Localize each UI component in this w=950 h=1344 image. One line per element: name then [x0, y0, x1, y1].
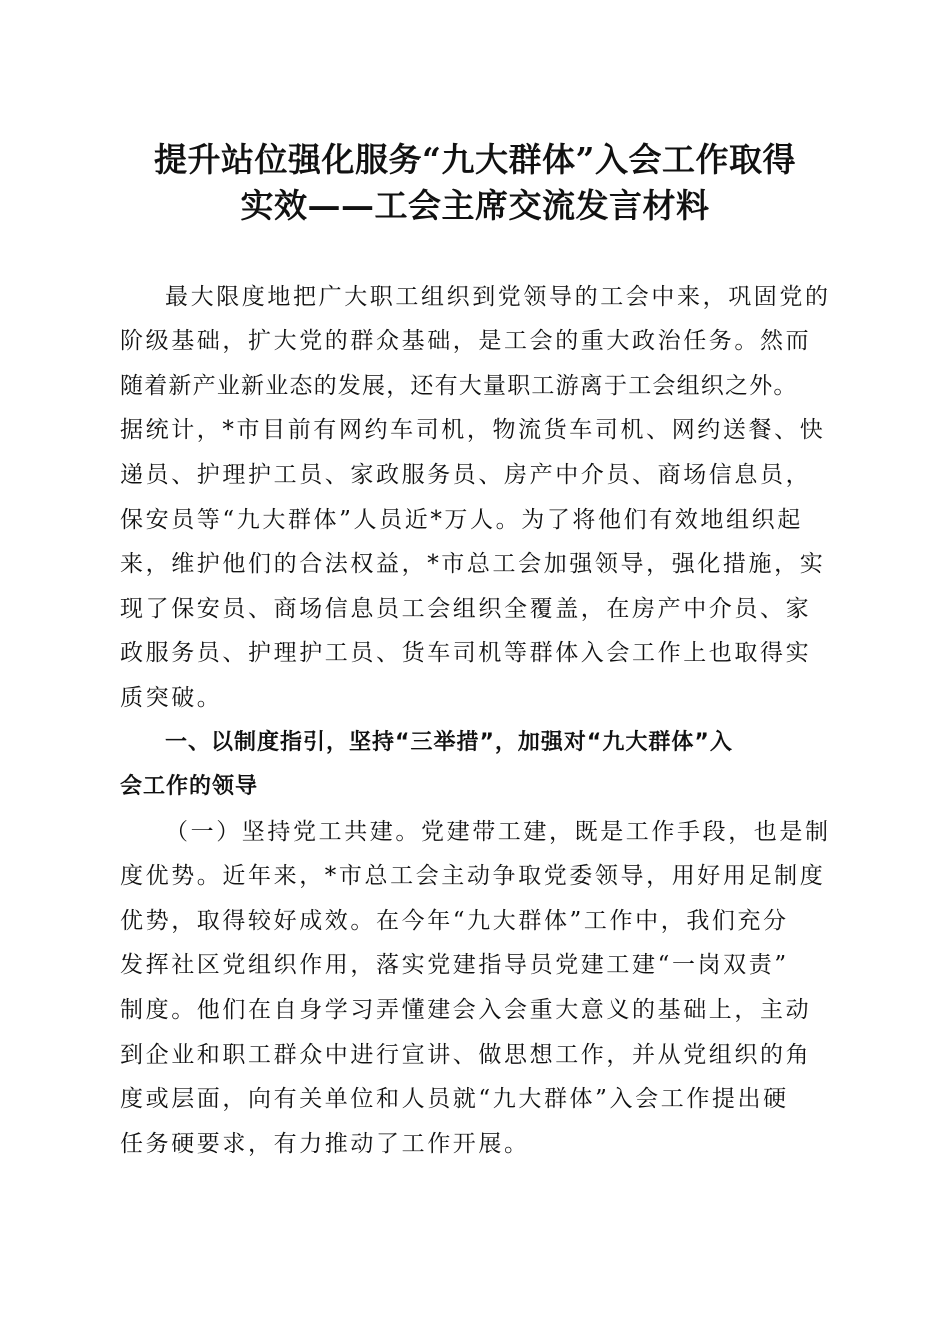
intro-line-8: 现了保安员、商场信息员工会组织全覆盖，在房产中介员、家	[120, 596, 812, 622]
intro-line-7: 来，维护他们的合法权益，*市总工会加强领导，强化措施，实	[120, 551, 826, 577]
subsection-1-line-5: 制度。他们在自身学习弄懂建会入会重大意义的基础上，主动	[120, 997, 812, 1023]
section-1-heading-line-1: 一、以制度指引，坚持“三举措”，加强对“九大群体”入	[165, 730, 733, 755]
document-title-line-1: 提升站位强化服务“九大群体”入会工作取得	[154, 140, 796, 179]
subsection-1-line-1: （一）坚持党工共建。党建带工建，既是工作手段，也是制	[165, 819, 831, 845]
intro-line-1: 最大限度地把广大职工组织到党领导的工会中来，巩固党的	[165, 284, 831, 310]
subsection-1-line-7: 度或层面，向有关单位和人员就“九大群体”入会工作提出硬	[120, 1086, 789, 1112]
section-1-heading-line-2: 会工作的领导	[120, 774, 259, 799]
document-title-line-2: 实效——工会主席交流发言材料	[240, 186, 710, 225]
intro-line-3: 随着新产业新业态的发展，还有大量职工游离于工会组织之外。	[120, 373, 798, 399]
intro-line-10: 质突破。	[120, 685, 223, 711]
intro-line-5: 递员、护理护工员、家政服务员、房产中介员、商场信息员，	[120, 462, 812, 488]
subsection-1-line-2: 度优势。近年来，*市总工会主动争取党委领导，用好用足制度	[120, 863, 826, 889]
subsection-1-line-3: 优势，取得较好成效。在今年“九大群体”工作中，我们充分	[120, 908, 789, 934]
intro-line-6: 保安员等“九大群体”人员近*万人。为了将他们有效地组织起	[120, 507, 803, 533]
subsection-1-line-8: 任务硬要求，有力推动了工作开展。	[120, 1131, 530, 1157]
subsection-1-line-4: 发挥社区党组织作用，落实党建指导员党建工建“一岗双责”	[120, 952, 789, 978]
intro-line-9: 政服务员、护理护工员、货车司机等群体入会工作上也取得实	[120, 640, 812, 666]
subsection-1-line-6: 到企业和职工群众中进行宣讲、做思想工作，并从党组织的角	[120, 1042, 812, 1068]
intro-line-2: 阶级基础，扩大党的群众基础，是工会的重大政治任务。然而	[120, 328, 812, 354]
intro-line-4: 据统计，*市目前有网约车司机，物流货车司机、网约送餐、快	[120, 417, 826, 443]
